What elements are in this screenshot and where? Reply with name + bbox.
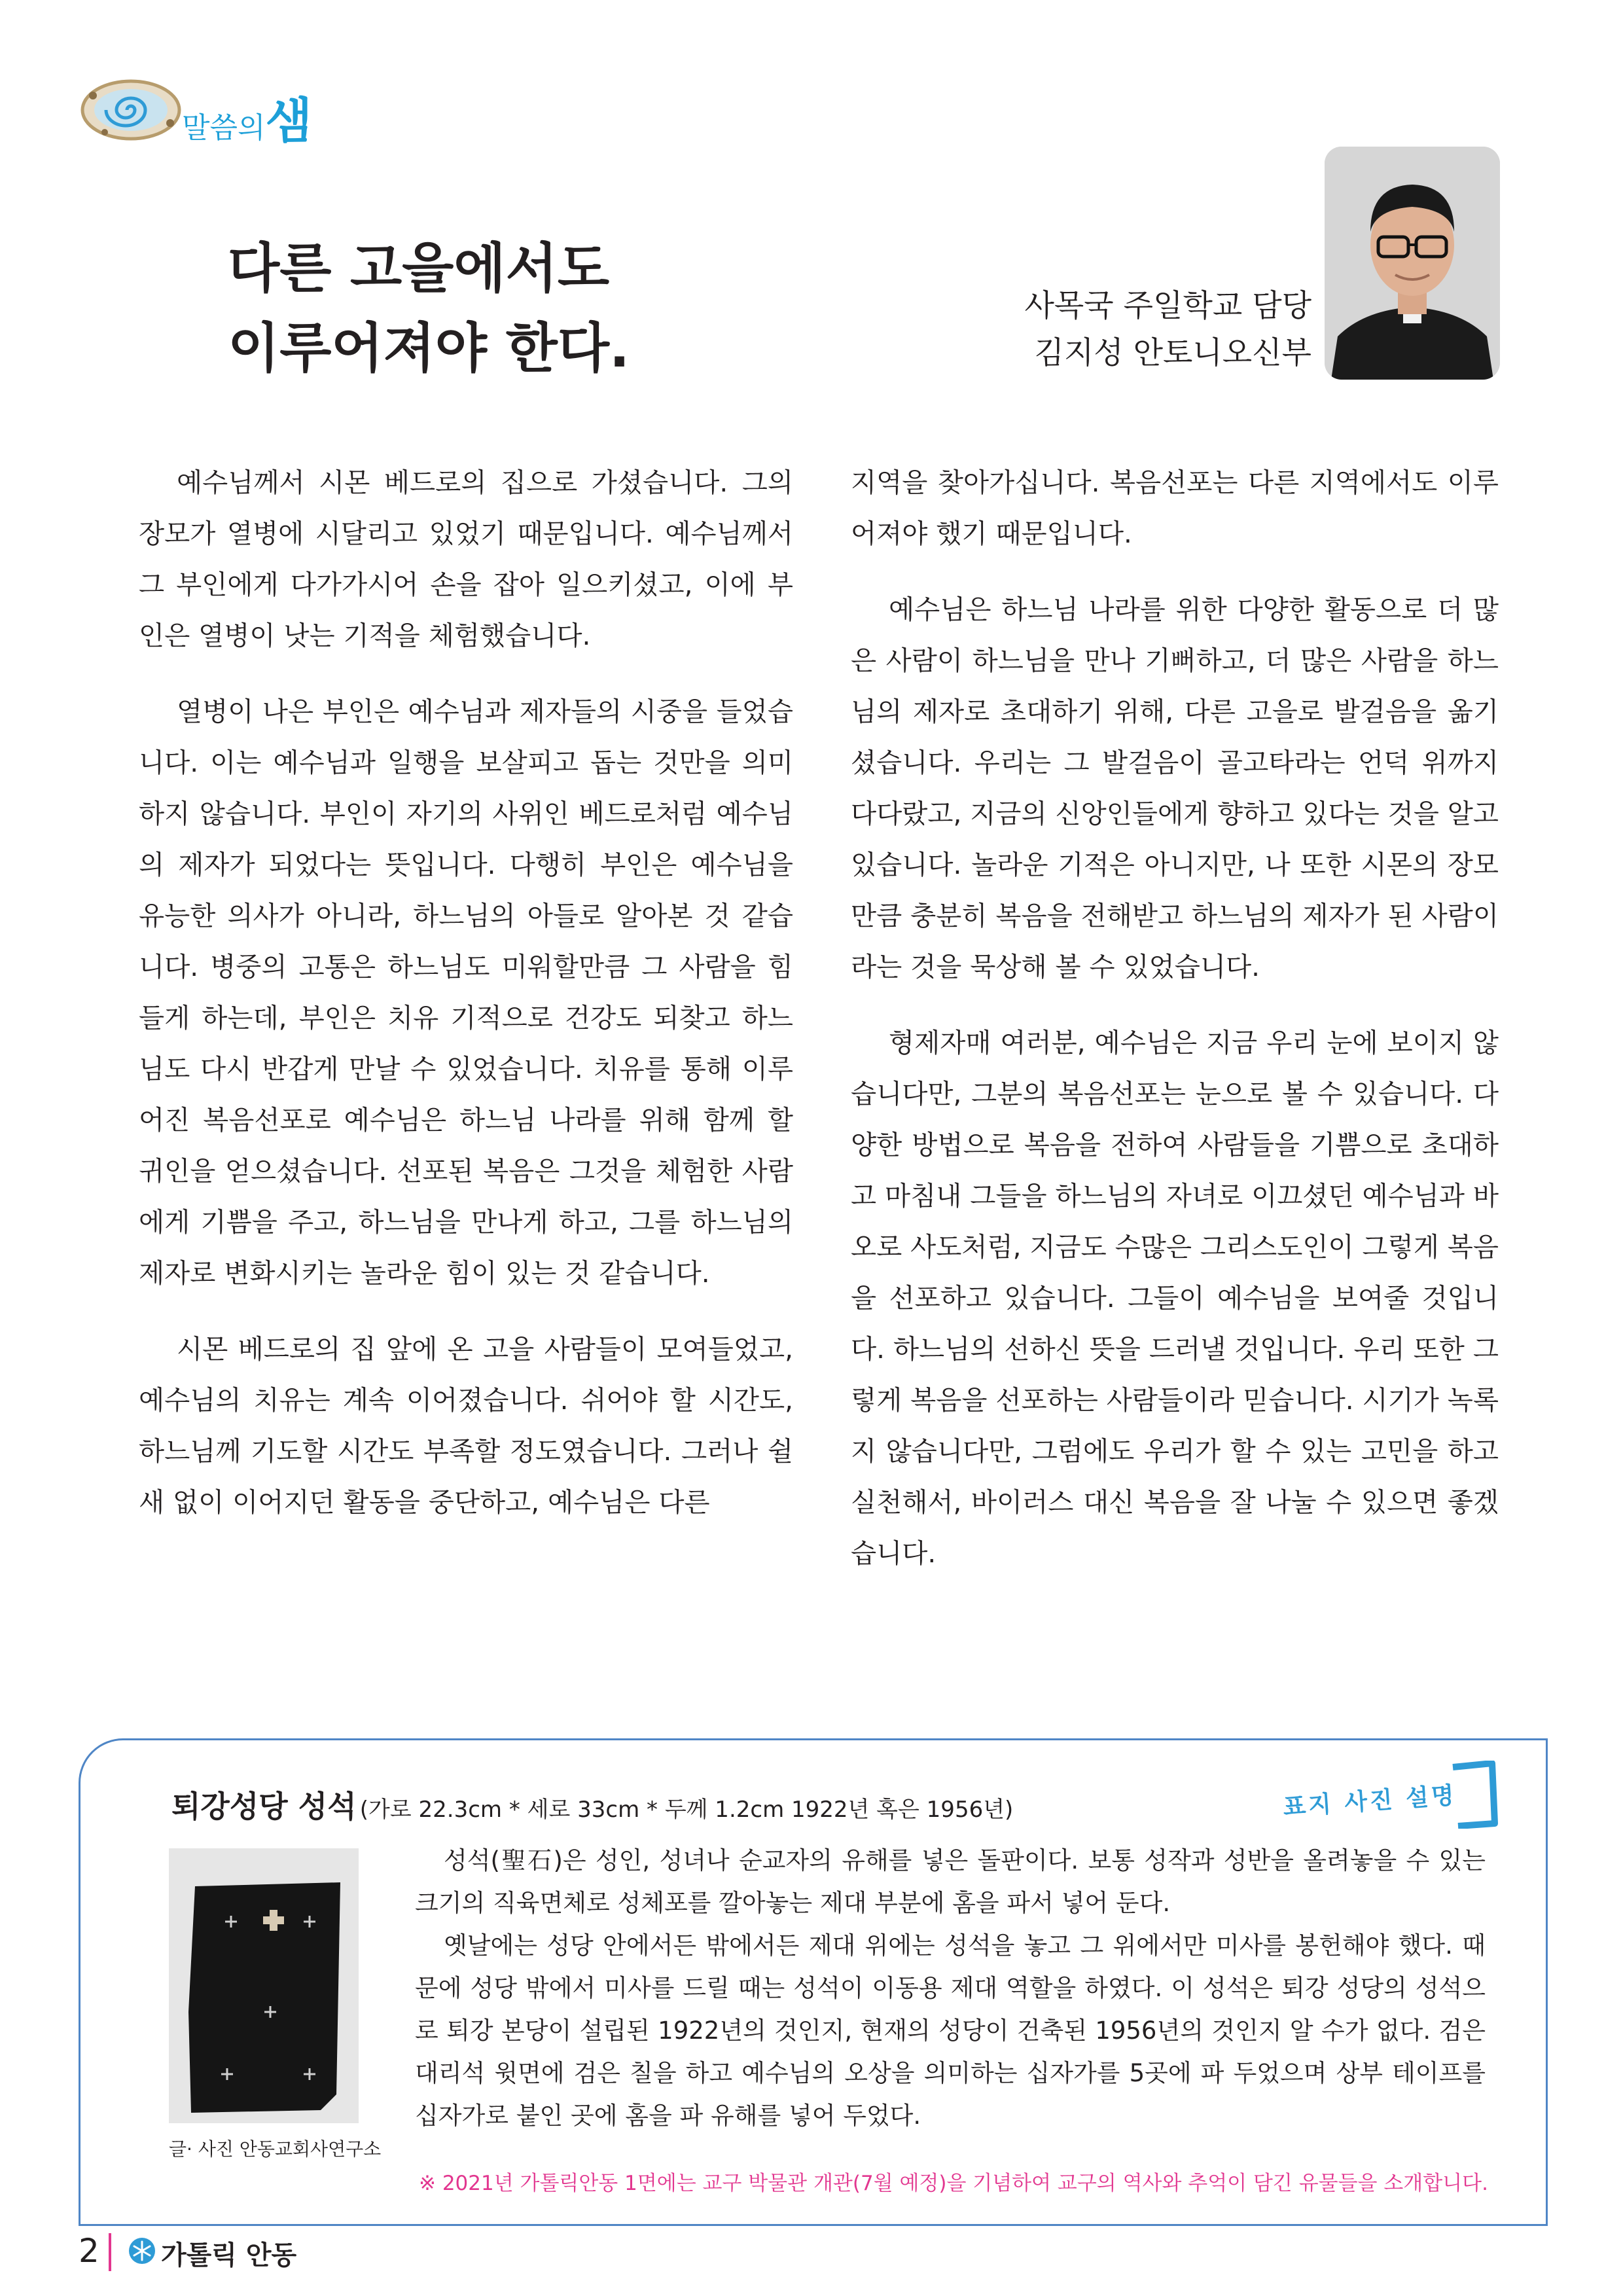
page-number: 2: [79, 2232, 99, 2270]
paragraph: 열병이 나은 부인은 예수님과 제자들의 시중을 들었습니다. 이는 예수님과 일행을 보살피고 돕는 것만을 의미하지 않습니다. 부인이 자기의 사위인 베드로처럼 예수님의 제자가 되었다는 뜻입니다. 다행히 부인은 예수님을 유능한 의사가 아니라, 하느님의 아들로 알아본 것 같습니다. 병중의 고통은 하느님도 미워할만큼 그 사람을 힘들게 하는데, 부인은 치유 기적으로 건강도 되찾고 하느님도 다시 반갑게 만날 수 있었습니다. 치유를 통해 이루어진 복음선포로 예수님은 하느님 나라를 위해 함께 할 귀인을 얻으셨습니다. 선포된 복음은 그것을 체험한 사람에게 기쁨을 주고, 하느님을 만나게 하고, 그를 하느님의 제자로 변화시키는 놀라운 힘이 있는 것 같습니다.: [139, 696, 793, 1289]
author-portrait: [1325, 147, 1500, 380]
caption-heading: [171, 1783, 1013, 1826]
paragraph: 시몬 베드로의 집 앞에 온 고을 사람들이 모여들었고, 예수님의 치유는 계속 이어졌습니다. 쉬어야 할 시간도, 하느님께 기도할 시간도 부족할 정도였습니다. 그러나 쉴 새 없이 이어지던 활동을 중단하고, 예수님은 다른: [139, 1333, 793, 1518]
caption-title: 퇴강성당 성석: [171, 1789, 357, 1824]
header-logo: [79, 71, 340, 149]
article-column-left: [139, 457, 793, 1552]
article-title: [228, 229, 817, 389]
caption-paragraph: 옛날에는 성당 안에서든 밖에서든 제대 위에는 성석을 놓고 그 위에서만 미사를 봉헌해야 했다. 때문에 성당 밖에서 미사를 드릴 때는 성석이 이동용 제대 역할을 하였다. 이 성석은 퇴강 성당의 성석으로 퇴강 본당이 설립된 1922년의 것인지, 현재의 성당이 건축된 1956년의 것인지 알 수가 없다. 검은 대리석 윗면에 검은 칠을 하고 예수님의 오상을 의미하는 십자가를 5곳에 파 두었으며 상부 테이프를 십자가로 붙인 곳에 홈을 파 유해를 넣어 두었다.: [415, 1931, 1486, 2130]
snowflake-logo-icon: [128, 2237, 156, 2265]
paragraph: 지역을 찾아가십니다. 복음선포는 다른 지역에서도 이루어져야 했기 때문입니다.: [851, 467, 1499, 549]
logo-title: [182, 82, 312, 152]
title-line-2: 이루어져야 한다.: [228, 317, 630, 380]
paragraph: 예수님은 하느님 나라를 위한 다양한 활동으로 더 많은 사람이 하느님을 만나 기뻐하고, 더 많은 사람을 하느님의 제자로 초대하기 위해, 다른 고을로 발걸음을 옮기셨습니다. 우리는 그 발걸음이 골고타라는 언덕 위까지 다다랐고, 지금의 신앙인들에게 향하고 있다는 것을 알고 있습니다. 놀라운 기적은 아니지만, 나 또한 시몬의 장모만큼 충분히 복음을 전해받고 하느님의 제자가 된 사람이라는 것을 묵상해 볼 수 있었습니다.: [851, 594, 1499, 982]
author-role: 사목국 주일학교 담당: [1024, 288, 1311, 324]
altar-stone-photo: [169, 1848, 359, 2123]
bracket-decoration-icon: [1449, 1761, 1499, 1829]
footer-divider: [109, 2233, 111, 2271]
author-info: [851, 283, 1311, 377]
caption-body: [415, 1839, 1486, 2137]
logo-text-small: 말씀의: [182, 111, 266, 145]
paragraph: 형제자매 여러분, 예수님은 지금 우리 눈에 보이지 않습니다만, 그분의 복음선포는 눈으로 볼 수 있습니다. 다양한 방법으로 복음을 전하여 사람들을 기쁨으로 초대하고 마침내 그들을 하느님의 자녀로 이끄셨던 예수님과 바오로 사도처럼, 지금도 수많은 그리스도인이 그렇게 복음을 선포하고 있습니다. 그들이 예수님을 보여줄 것입니다. 하느님의 선하신 뜻을 드러낼 것입니다. 우리 또한 그렇게 복음을 선포하는 사람들이라 믿습니다. 시기가 녹록지 않습니다만, 그럼에도 우리가 할 수 있는 고민을 하고 실천해서, 바이러스 대신 복음을 잘 나눌 수 있으면 좋겠습니다.: [851, 1027, 1499, 1569]
author-name: 김지성 안토니오신부: [1034, 335, 1311, 371]
caption-label: 표지 사진 설명: [1282, 1782, 1458, 1821]
logo-text-big: 샘: [265, 93, 312, 149]
publication-name: 가톨릭 안동: [161, 2240, 297, 2270]
caption-dimensions: (가로 22.3cm * 세로 33cm * 두께 1.2cm 1922년 혹은 1956년): [359, 1797, 1014, 1823]
caption-paragraph: 성석(聖石)은 성인, 성녀나 순교자의 유해를 넣은 돌판이다. 보통 성작과 성반을 올려놓을 수 있는 크기의 직육면체로 성체포를 깔아놓는 제대 부분에 홈을 파서 넣어 둔다.: [415, 1846, 1486, 1917]
title-line-1: 다른 고을에서도: [228, 238, 610, 300]
museum-notice: ※ 2021년 가톨릭안동 1면에는 교구 박물관 개관(7월 예정)을 기념하여 교구의 역사와 추억이 담긴 유물들을 소개합니다.: [419, 2172, 1488, 2195]
paragraph: 예수님께서 시몬 베드로의 집으로 가셨습니다. 그의 장모가 열병에 시달리고 있었기 때문입니다. 예수님께서 그 부인에게 다가가시어 손을 잡아 일으키셨고, 이에 부인은 열병이 낫는 기적을 체험했습니다.: [139, 467, 793, 651]
photo-credit: 글· 사진 안동교회사연구소: [169, 2138, 382, 2160]
article-column-right: [851, 457, 1499, 1604]
swirl-logo-icon: [79, 77, 183, 143]
